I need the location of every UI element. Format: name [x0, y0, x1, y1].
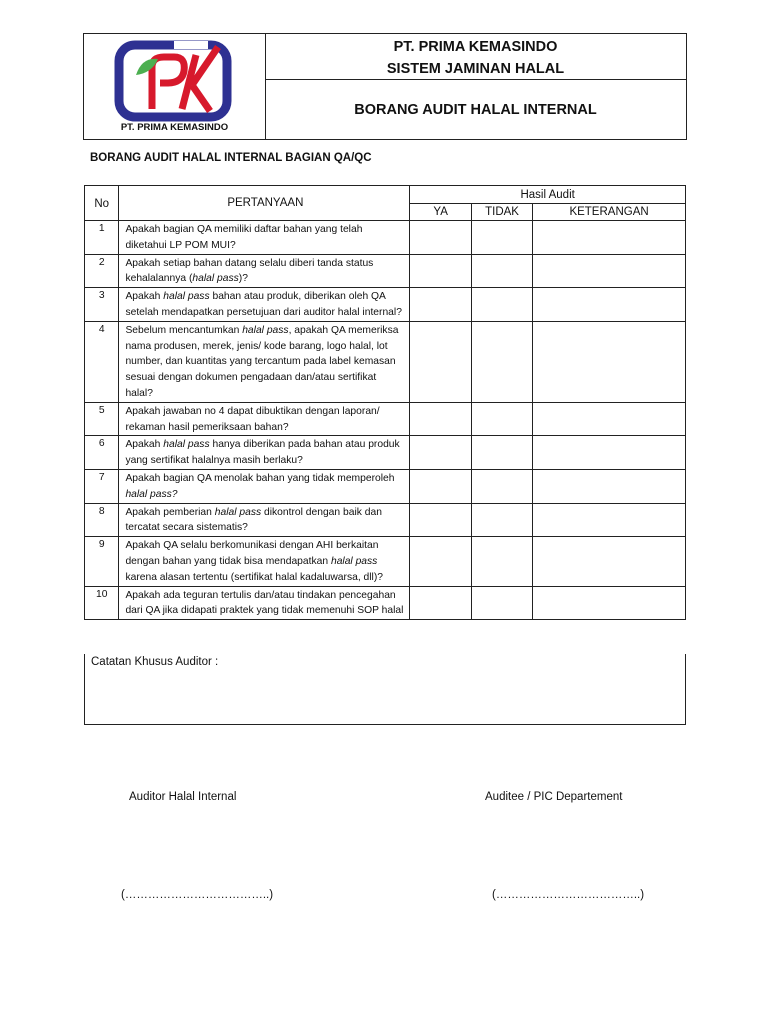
answer-keterangan-cell[interactable] [533, 537, 686, 586]
col-header-tidak: TIDAK [471, 204, 532, 221]
document-header [83, 33, 687, 140]
row-question: Apakah bagian QA memiliki daftar bahan yang telah diketahui LP POM MUI? [119, 221, 410, 255]
row-number: 6 [85, 436, 119, 470]
row-question: Apakah halal pass hanya diberikan pada bahan atau produk yang sertifikat halalnya masih berlaku? [119, 436, 410, 470]
table-row [85, 288, 686, 322]
row-number: 7 [85, 469, 119, 503]
row-question: Apakah setiap bahan datang selalu diberi tanda status kehalalannya (halal pass)? [119, 254, 410, 288]
answer-tidak-cell[interactable] [471, 436, 532, 470]
table-row [85, 537, 686, 586]
table-row [85, 402, 686, 436]
answer-ya-cell[interactable] [410, 254, 472, 288]
logo-caption: PT. PRIMA KEMASINDO [120, 122, 229, 133]
row-question: Apakah ada teguran tertulis dan/atau tindakan pencegahan dari QA jika didapati praktek yang tidak memenuhi SOP halal [119, 586, 410, 620]
answer-keterangan-cell[interactable] [533, 321, 686, 402]
answer-keterangan-cell[interactable] [533, 254, 686, 288]
audit-table [84, 185, 686, 620]
table-row [85, 469, 686, 503]
row-question: Sebelum mencantumkan halal pass, apakah QA memeriksa nama produsen, merek, jenis/ kode barang, logo halal, lot number, dan kuantitas yang tercantum pada label kemasan sesuai dengan dokumen pengadaan dan/atau sertifikat halal? [119, 321, 410, 402]
answer-ya-cell[interactable] [410, 402, 472, 436]
answer-tidak-cell[interactable] [471, 537, 532, 586]
answer-ya-cell[interactable] [410, 469, 472, 503]
col-header-keterangan: KETERANGAN [533, 204, 686, 221]
row-number: 9 [85, 537, 119, 586]
company-name: PT. PRIMA KEMASINDO [393, 39, 558, 55]
answer-keterangan-cell[interactable] [533, 288, 686, 322]
row-question: Apakah pemberian halal pass dikontrol dengan baik dan tercatat secara sistematis? [119, 503, 410, 537]
row-question: Apakah jawaban no 4 dapat dibuktikan dengan laporan/ rekaman hasil pemeriksaan bahan? [119, 402, 410, 436]
answer-keterangan-cell[interactable] [533, 503, 686, 537]
row-question: Apakah halal pass bahan atau produk, diberikan oleh QA setelah mendapatkan persetujuan dari auditor halal internal? [119, 288, 410, 322]
table-row [85, 321, 686, 402]
row-number: 2 [85, 254, 119, 288]
answer-keterangan-cell[interactable] [533, 436, 686, 470]
row-number: 3 [85, 288, 119, 322]
answer-ya-cell[interactable] [410, 586, 472, 620]
col-header-ya: YA [410, 204, 472, 221]
auditee-signature-line: (………………………………..) [492, 889, 645, 901]
answer-tidak-cell[interactable] [471, 254, 532, 288]
answer-ya-cell[interactable] [410, 221, 472, 255]
table-row [85, 586, 686, 620]
col-header-question: PERTANYAAN [119, 186, 410, 221]
table-row [85, 254, 686, 288]
form-title: BORANG AUDIT HALAL INTERNAL [354, 102, 597, 118]
row-question: Apakah QA selalu berkomunikasi dengan AHI berkaitan dengan bahan yang tidak bisa mendapatkan halal pass karena alasan tertentu (sertifikat halal kadaluwarsa, dll)? [119, 537, 410, 586]
answer-tidak-cell[interactable] [471, 221, 532, 255]
auditor-signature-label: Auditor Halal Internal [129, 791, 237, 803]
auditor-notes-label: Catatan Khusus Auditor : [91, 656, 219, 668]
answer-tidak-cell[interactable] [471, 503, 532, 537]
answer-keterangan-cell[interactable] [533, 402, 686, 436]
auditor-notes-box[interactable] [84, 654, 686, 725]
row-number: 8 [85, 503, 119, 537]
section-title: BORANG AUDIT HALAL INTERNAL BAGIAN QA/QC [90, 152, 372, 164]
answer-tidak-cell[interactable] [471, 469, 532, 503]
table-row [85, 221, 686, 255]
col-header-result: Hasil Audit [410, 186, 686, 204]
answer-keterangan-cell[interactable] [533, 586, 686, 620]
row-number: 1 [85, 221, 119, 255]
logo-cell [84, 34, 266, 139]
row-question: Apakah bagian QA menolak bahan yang tidak memperoleh halal pass? [119, 469, 410, 503]
answer-ya-cell[interactable] [410, 436, 472, 470]
answer-ya-cell[interactable] [410, 537, 472, 586]
answer-ya-cell[interactable] [410, 321, 472, 402]
row-number: 10 [85, 586, 119, 620]
row-number: 4 [85, 321, 119, 402]
answer-tidak-cell[interactable] [471, 321, 532, 402]
answer-ya-cell[interactable] [410, 503, 472, 537]
table-row [85, 436, 686, 470]
answer-tidak-cell[interactable] [471, 586, 532, 620]
col-header-no: No [85, 186, 119, 221]
answer-tidak-cell[interactable] [471, 288, 532, 322]
answer-tidak-cell[interactable] [471, 402, 532, 436]
table-row [85, 503, 686, 537]
company-logo [112, 39, 237, 123]
answer-keterangan-cell[interactable] [533, 221, 686, 255]
answer-ya-cell[interactable] [410, 288, 472, 322]
auditee-signature-label: Auditee / PIC Departement [485, 791, 623, 803]
answer-keterangan-cell[interactable] [533, 469, 686, 503]
row-number: 5 [85, 402, 119, 436]
system-name: SISTEM JAMINAN HALAL [386, 61, 565, 77]
header-company-cell [265, 34, 686, 80]
auditor-signature-line: (………………………………..) [121, 889, 274, 901]
